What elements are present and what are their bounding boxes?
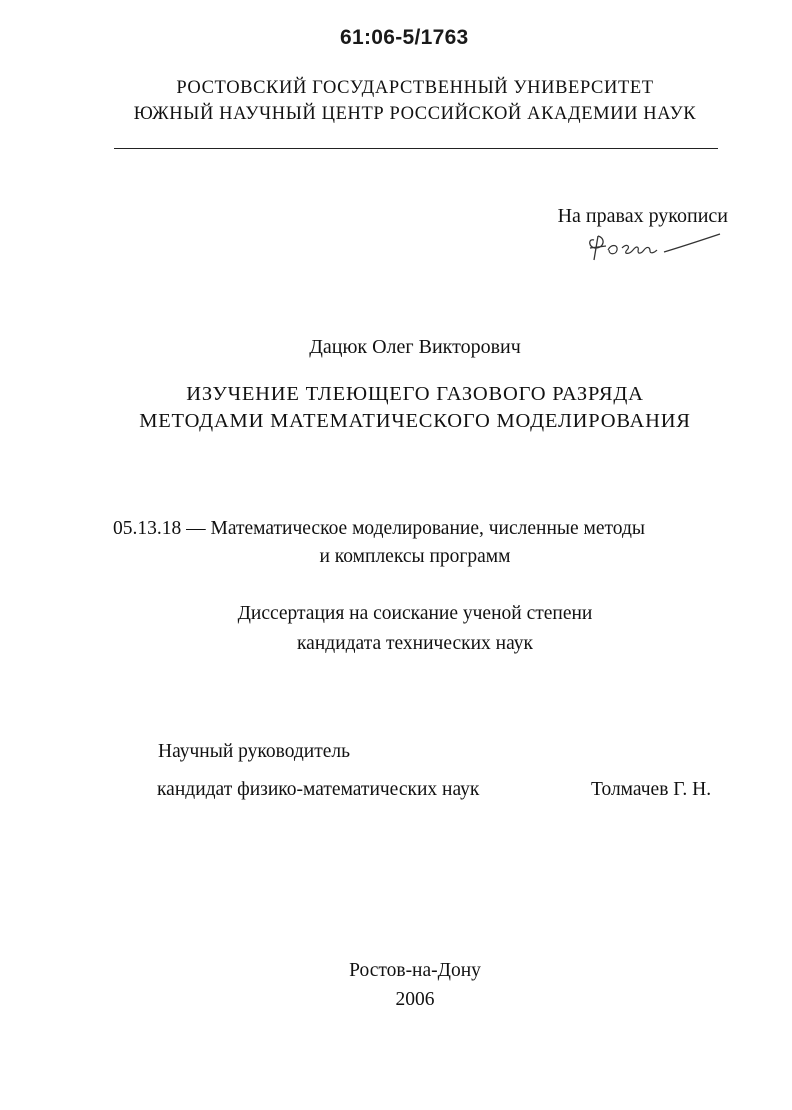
handwritten-signature (584, 226, 724, 266)
institution-research-center: ЮЖНЫЙ НАУЧНЫЙ ЦЕНТР РОССИЙСКОЙ АКАДЕМИИ НАУК (133, 104, 697, 124)
dissertation-title-line: ИЗУЧЕНИЕ ТЛЕЮЩЕГО ГАЗОВОГО РАЗРЯДА (186, 383, 644, 405)
supervisor-name: Толмачев Г. Н. (591, 779, 712, 800)
specialty-continuation-line: и комплексы программ (319, 546, 511, 567)
header-divider (114, 148, 718, 149)
degree-purpose-line: Диссертация на соискание ученой степени (237, 603, 593, 624)
archive-code-stamp: 61:06-5/1763 (340, 26, 469, 49)
supervisor-label: Научный руководитель (158, 741, 351, 762)
author-name: Дацюк Олег Викторович (309, 336, 521, 358)
city: Ростов-на-Дону (349, 960, 481, 981)
specialty-code-line: 05.13.18 — Математическое моделирование, численные методы (113, 518, 645, 539)
year: 2006 (395, 989, 435, 1010)
degree-name-line: кандидата технических наук (297, 633, 533, 654)
manuscript-rights-note: На правах рукописи (557, 205, 728, 227)
supervisor-degree: кандидат физико-математических наук (157, 779, 480, 800)
institution-university: РОСТОВСКИЙ ГОСУДАРСТВЕННЫЙ УНИВЕРСИТЕТ (176, 78, 654, 98)
dissertation-title-line: МЕТОДАМИ МАТЕМАТИЧЕСКОГО МОДЕЛИРОВАНИЯ (139, 410, 691, 432)
